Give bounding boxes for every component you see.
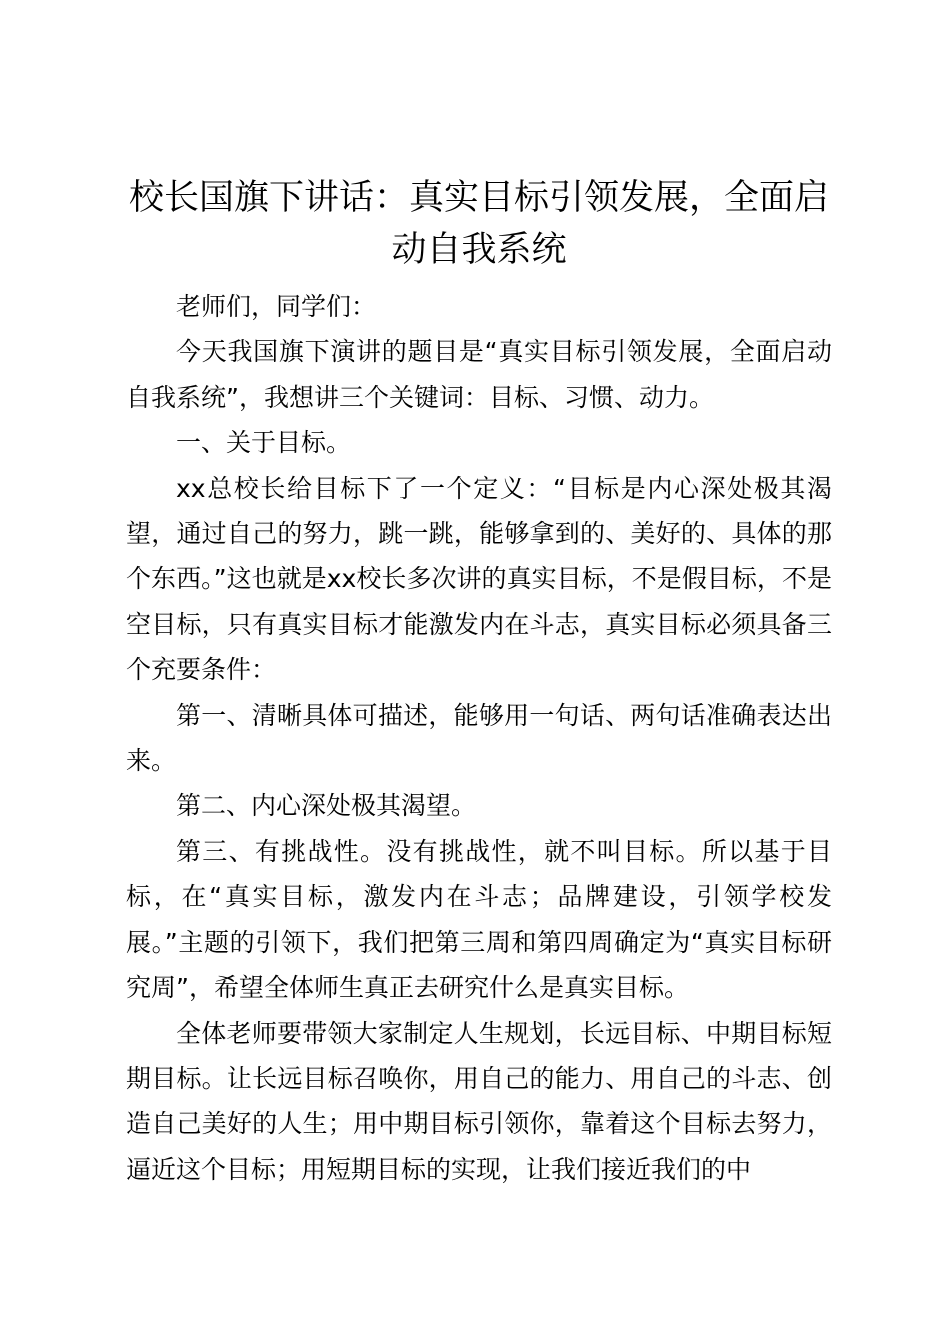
paragraph-greeting: 老师们，同学们： xyxy=(176,292,377,321)
document-title: 校长国旗下讲话：真实目标引领发展，全面启动自我系统 xyxy=(128,178,829,270)
paragraph-intro: 今天我国旗下演讲的题目是“真实目标引领发展，全面启动自我系统”，我想讲三个关键词：目标、习惯、动力。 xyxy=(126,337,832,412)
document-page xyxy=(126,172,832,1192)
paragraph-condition-three: 第三、有挑战性。没有挑战性，就不叫目标。所以基于目标，在“真实目标，激发内在斗志；品牌建设，引领学校发展。”主题的引领下，我们把第三周和第四周确定为“真实目标研究周”，希望全体师生真正去研究什么是真实目标。 xyxy=(126,836,832,1003)
paragraph-condition-one: 第一、清晰具体可描述，能够用一句话、两句话准确表达出来。 xyxy=(126,700,832,776)
paragraph-teachers-plan: 全体老师要带领大家制定人生规划，长远目标、中期目标短期目标。让长远目标召唤你，用自己的能力、用自己的斗志、创造自己美好的人生；用中期目标引领你，靠着这个目标去努力，逼近这个目标；用短期目标的实现，让我们接近我们的中 xyxy=(126,1018,832,1184)
paragraph-goal-definition: xx总校长给目标下了一个定义：“目标是内心深处极其渴望，通过自己的努力，跳一跳，能够拿到的、美好的、具体的那个东西。”这也就是xx校长多次讲的真实目标，不是假目标，不是空目标，只有真实目标才能激发内在斗志，真实目标必须具备三个充要条件： xyxy=(126,473,832,685)
paragraph-section-heading: 一、关于目标。 xyxy=(176,428,352,458)
document-body xyxy=(126,284,832,1192)
paragraph-condition-two: 第二、内心深处极其渴望。 xyxy=(176,791,477,821)
